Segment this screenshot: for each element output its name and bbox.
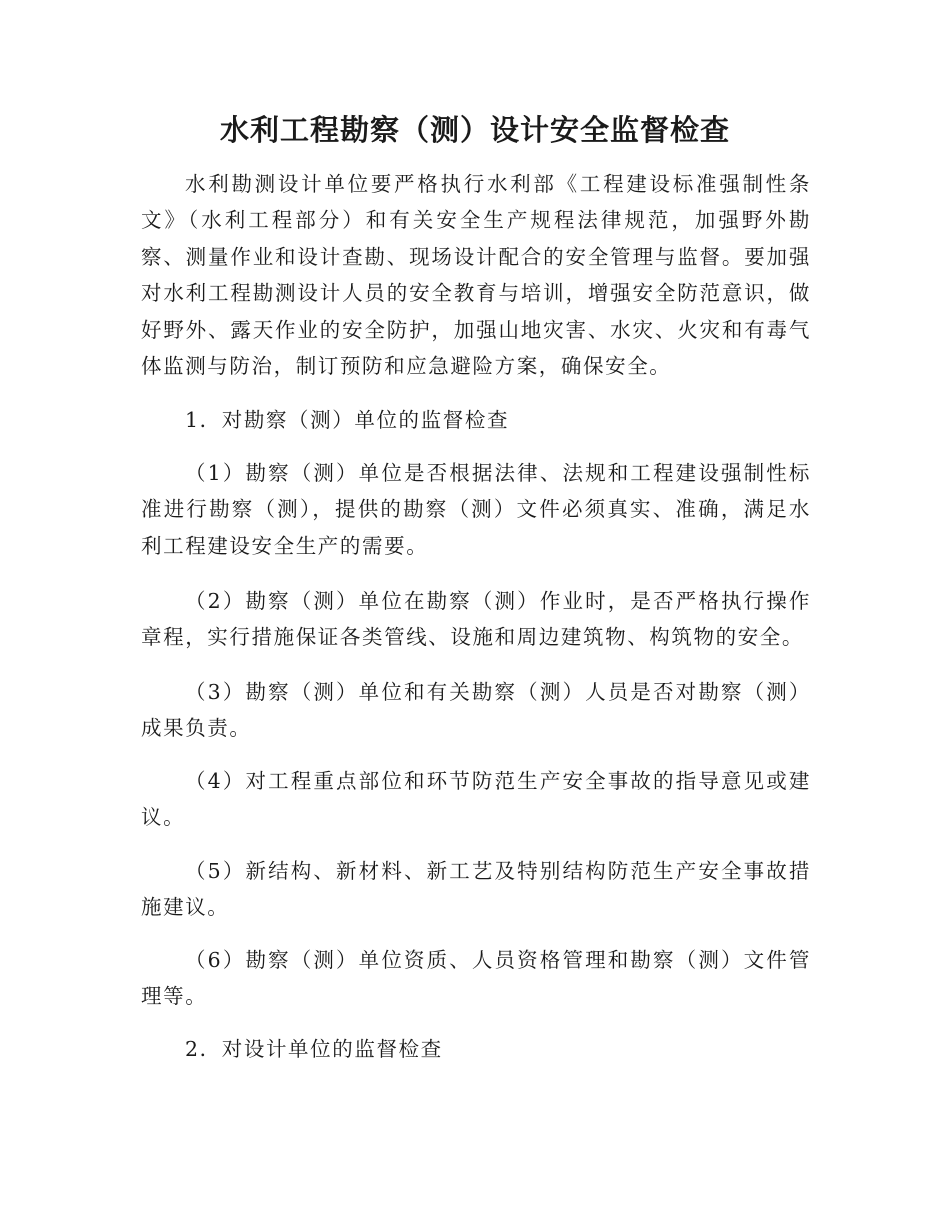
section-1-item-6: （6）勘察（测）单位资质、人员资格管理和勘察（测）文件管理等。 (141, 948, 811, 1009)
intro-paragraph: 水利勘测设计单位要严格执行水利部《工程建设标准强制性条文》（水利工程部分）和有关安全生产规程法律规范，加强野外勘察、测量作业和设计查勘、现场设计配合的安全管理与监督。要加强对水利工程勘测设计人员的安全教育与培训，增强安全防范意识，做好野外、露天作业的安全防护，加强山地灾害、水灾、火灾和有毒气体监测与防治，制订预防和应急避险方案，确保安全。 (141, 172, 811, 379)
section-1-item-3: （3）勘察（测）单位和有关勘察（测）人员是否对勘察（测）成果负责。 (141, 680, 811, 741)
section-1-heading: 1．对勘察（测）单位的监督检查 (185, 408, 510, 432)
document-title: 水利工程勘察（测）设计安全监督检查 (219, 113, 730, 147)
section-1-item-4: （4）对工程重点部位和环节防范生产安全事故的指导意见或建议。 (141, 769, 811, 830)
section-1-item-2: （2）勘察（测）单位在勘察（测）作业时，是否严格执行操作章程，实行措施保证各类管线、设施和周边建筑物、构筑物的安全。 (141, 589, 811, 650)
section-1-item-1: （1）勘察（测）单位是否根据法律、法规和工程建设强制性标准进行勘察（测），提供的勘察（测）文件必须真实、准确，满足水利工程建设安全生产的需要。 (141, 461, 811, 558)
section-1-item-5: （5）新结构、新材料、新工艺及特别结构防范生产安全事故措施建议。 (141, 859, 811, 920)
section-2-heading: 2．对设计单位的监督检查 (185, 1037, 443, 1061)
